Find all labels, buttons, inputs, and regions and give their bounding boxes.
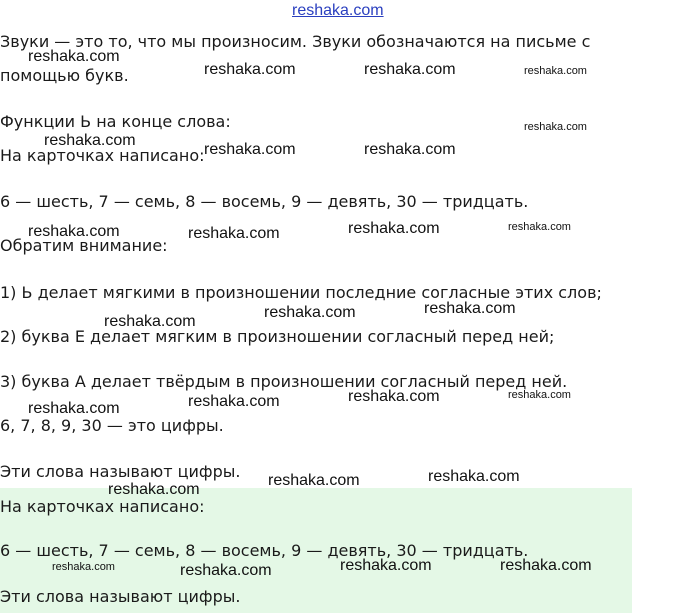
watermark: reshaka.com [28,48,120,65]
watermark: reshaka.com [180,562,272,579]
watermark: reshaka.com [188,393,280,410]
watermark: reshaka.com [524,65,587,77]
watermark: reshaka.com [104,313,196,330]
text-line-2: помощью букв. [0,66,129,85]
watermark: reshaka.com [348,388,440,405]
watermark: reshaka.com [508,221,571,233]
watermark: reshaka.com [28,400,120,417]
watermark: reshaka.com [44,132,136,149]
text-line-7: 1) Ь делает мягкими в произношении последние согласные этих слов; [0,283,602,302]
watermark: reshaka.com [268,472,360,489]
highlight-line-2: 6 — шесть, 7 — семь, 8 — восемь, 9 — девять, 30 — тридцать. [0,541,529,560]
text-line-6: Обратим внимание: [0,236,168,255]
watermark: reshaka.com [52,561,115,573]
watermark: reshaka.com [524,121,587,133]
text-line-10: 6, 7, 8, 9, 30 — это цифры. [0,416,224,435]
watermark: reshaka.com [28,223,120,240]
highlight-line-3: Эти слова называют цифры. [0,587,241,606]
watermark: reshaka.com [428,468,520,485]
text-line-3: Функции Ь на конце слова: [0,112,231,131]
watermark: reshaka.com [364,61,456,78]
highlight-line-1: На карточках написано: [0,497,205,516]
watermark: reshaka.com [508,389,571,401]
text-line-1: Звуки — это то, что мы произносим. Звуки обозначаются на письме с [0,32,591,51]
watermark: reshaka.com [424,300,516,317]
watermark: reshaka.com [364,141,456,158]
watermark: reshaka.com [340,557,432,574]
watermark: reshaka.com [264,304,356,321]
watermark: reshaka.com [348,220,440,237]
watermark: reshaka.com [500,557,592,574]
text-line-5: 6 — шесть, 7 — семь, 8 — восемь, 9 — девять, 30 — тридцать. [0,192,529,211]
site-link[interactable]: reshaka.com [292,2,384,19]
text-line-9: 3) буква А делает твёрдым в произношении согласный перед ней. [0,372,568,391]
watermark: reshaka.com [204,61,296,78]
watermark: reshaka.com [108,481,200,498]
text-line-8: 2) буква Е делает мягким в произношении согласный перед ней; [0,327,555,346]
text-line-11: Эти слова называют цифры. [0,462,241,481]
watermark: reshaka.com [188,225,280,242]
text-line-4: На карточках написано: [0,146,205,165]
watermark: reshaka.com [204,141,296,158]
